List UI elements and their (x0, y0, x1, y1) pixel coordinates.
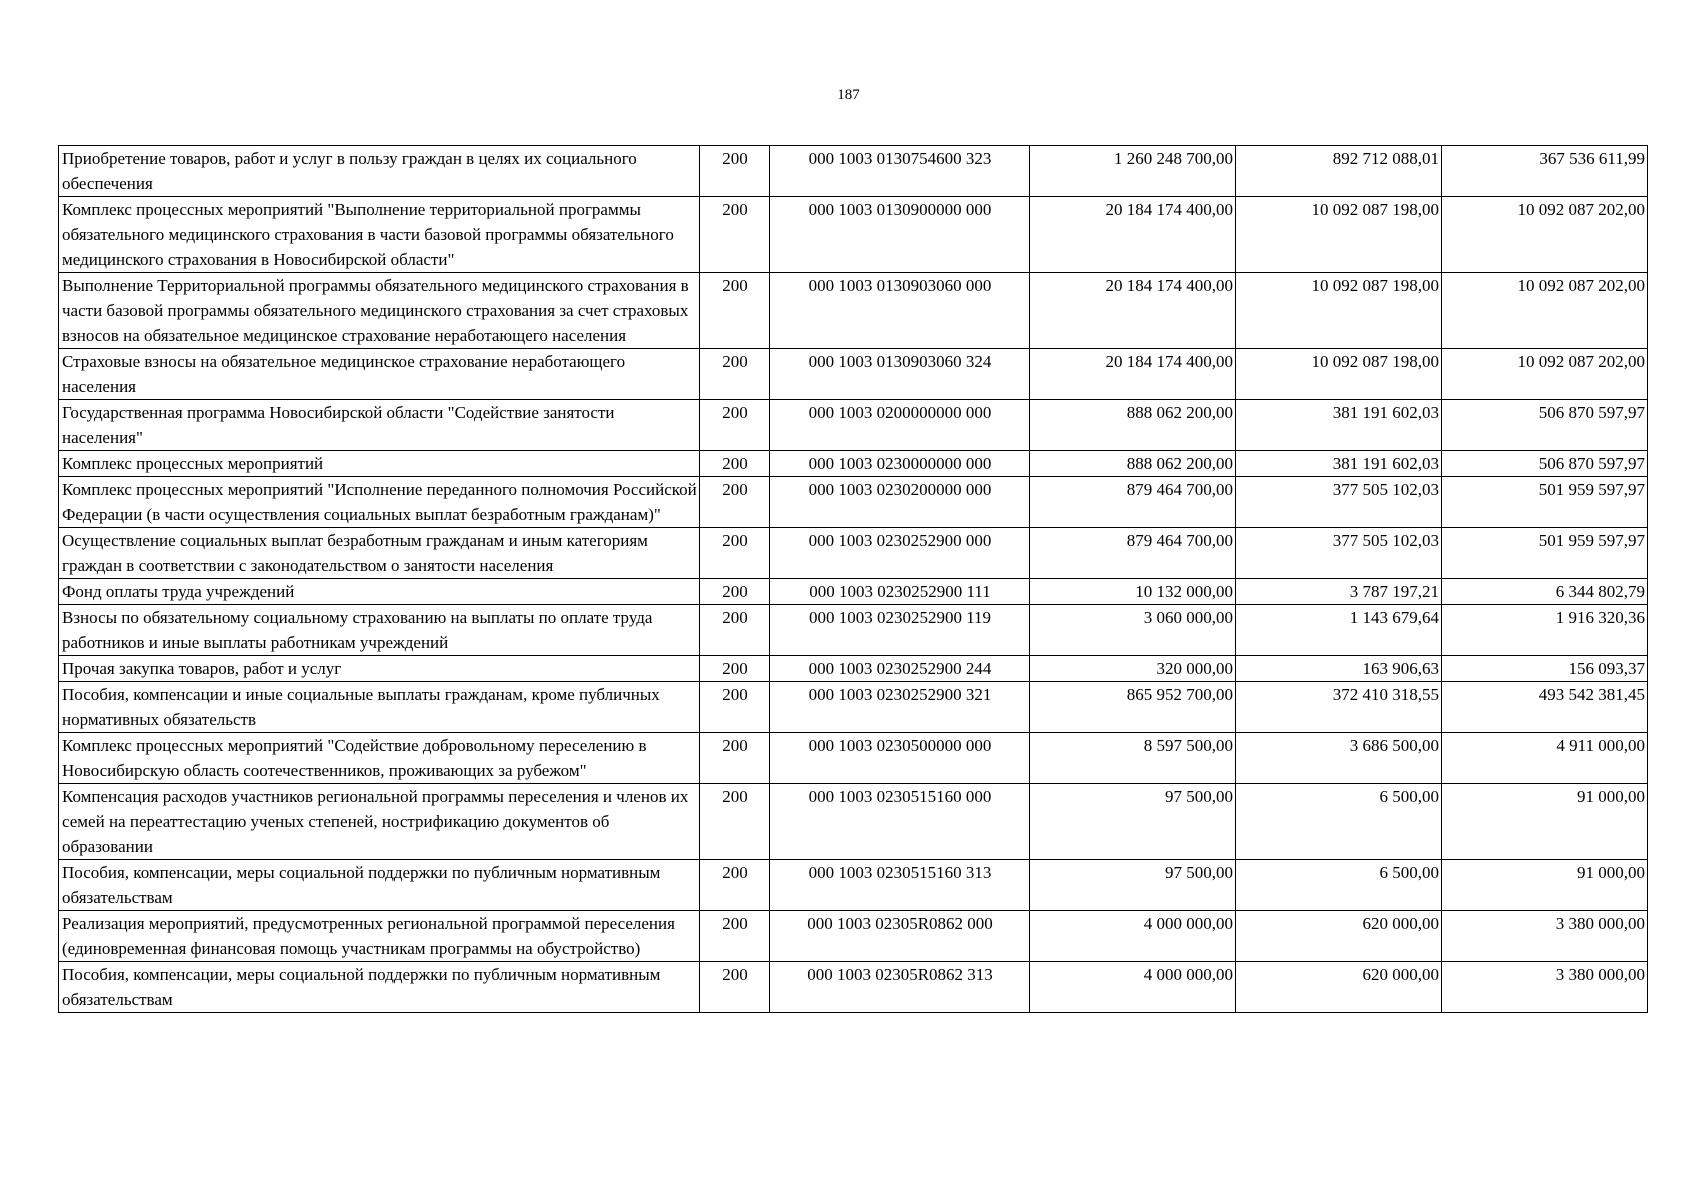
table-row (59, 528, 1648, 579)
remaining-amount-cell: 3 380 000,00 (1442, 911, 1648, 962)
budget-code-cell: 000 1003 0130903060 324 (770, 349, 1030, 400)
approved-amount-cell: 3 060 000,00 (1030, 605, 1236, 656)
approved-amount-cell: 8 597 500,00 (1030, 733, 1236, 784)
budget-code-cell: 000 1003 0130754600 323 (770, 146, 1030, 197)
admin-code-cell: 200 (700, 528, 770, 579)
remaining-amount-cell: 501 959 597,97 (1442, 528, 1648, 579)
executed-amount-cell: 372 410 318,55 (1236, 682, 1442, 733)
admin-code-cell: 200 (700, 349, 770, 400)
table-row (59, 656, 1648, 682)
remaining-amount-cell: 10 092 087 202,00 (1442, 273, 1648, 349)
approved-amount-cell: 20 184 174 400,00 (1030, 349, 1236, 400)
approved-amount-cell: 20 184 174 400,00 (1030, 197, 1236, 273)
remaining-amount-cell: 91 000,00 (1442, 784, 1648, 860)
approved-amount-cell: 320 000,00 (1030, 656, 1236, 682)
table-row (59, 860, 1648, 911)
approved-amount-cell: 4 000 000,00 (1030, 962, 1236, 1013)
executed-amount-cell: 10 092 087 198,00 (1236, 197, 1442, 273)
admin-code-cell: 200 (700, 605, 770, 656)
budget-code-cell: 000 1003 0230252900 119 (770, 605, 1030, 656)
table-row (59, 733, 1648, 784)
table-row (59, 197, 1648, 273)
approved-amount-cell: 1 260 248 700,00 (1030, 146, 1236, 197)
table-row (59, 146, 1648, 197)
remaining-amount-cell: 6 344 802,79 (1442, 579, 1648, 605)
admin-code-cell: 200 (700, 962, 770, 1013)
approved-amount-cell: 888 062 200,00 (1030, 400, 1236, 451)
approved-amount-cell: 888 062 200,00 (1030, 451, 1236, 477)
row-name-cell: Комплекс процессных мероприятий "Выполнение территориальной программы обязательного медицинского страхования в части базовой программы обязательного медицинского страхования в Новосибирской области" (59, 197, 700, 273)
remaining-amount-cell: 506 870 597,97 (1442, 451, 1648, 477)
row-name-cell: Реализация мероприятий, предусмотренных региональной программой переселения (единовременная финансовая помощь участникам программы на обустройство) (59, 911, 700, 962)
executed-amount-cell: 6 500,00 (1236, 860, 1442, 911)
row-name-cell: Фонд оплаты труда учреждений (59, 579, 700, 605)
remaining-amount-cell: 3 380 000,00 (1442, 962, 1648, 1013)
executed-amount-cell: 6 500,00 (1236, 784, 1442, 860)
admin-code-cell: 200 (700, 477, 770, 528)
row-name-cell: Страховые взносы на обязательное медицинское страхование неработающего населения (59, 349, 700, 400)
admin-code-cell: 200 (700, 682, 770, 733)
row-name-cell: Прочая закупка товаров, работ и услуг (59, 656, 700, 682)
admin-code-cell: 200 (700, 273, 770, 349)
table-row (59, 962, 1648, 1013)
executed-amount-cell: 10 092 087 198,00 (1236, 349, 1442, 400)
row-name-cell: Компенсация расходов участников региональной программы переселения и членов их семей на переаттестацию ученых степеней, нострификацию документов об образовании (59, 784, 700, 860)
executed-amount-cell: 377 505 102,03 (1236, 528, 1442, 579)
row-name-cell: Приобретение товаров, работ и услуг в пользу граждан в целях их социального обеспечения (59, 146, 700, 197)
budget-code-cell: 000 1003 0230000000 000 (770, 451, 1030, 477)
budget-code-cell: 000 1003 02305R0862 313 (770, 962, 1030, 1013)
executed-amount-cell: 163 906,63 (1236, 656, 1442, 682)
approved-amount-cell: 879 464 700,00 (1030, 477, 1236, 528)
admin-code-cell: 200 (700, 400, 770, 451)
page-number: 187 (837, 87, 860, 103)
row-name-cell: Взносы по обязательному социальному страхованию на выплаты по оплате труда работников и иные выплаты работникам учреждений (59, 605, 700, 656)
row-name-cell: Осуществление социальных выплат безработным гражданам и иным категориям граждан в соответствии с законодательством о занятости населения (59, 528, 700, 579)
admin-code-cell: 200 (700, 733, 770, 784)
budget-code-cell: 000 1003 0130903060 000 (770, 273, 1030, 349)
executed-amount-cell: 381 191 602,03 (1236, 451, 1442, 477)
remaining-amount-cell: 501 959 597,97 (1442, 477, 1648, 528)
row-name-cell: Государственная программа Новосибирской области "Содействие занятости населения" (59, 400, 700, 451)
executed-amount-cell: 3 787 197,21 (1236, 579, 1442, 605)
remaining-amount-cell: 1 916 320,36 (1442, 605, 1648, 656)
budget-code-cell: 000 1003 02305R0862 000 (770, 911, 1030, 962)
budget-code-cell: 000 1003 0230252900 244 (770, 656, 1030, 682)
approved-amount-cell: 10 132 000,00 (1030, 579, 1236, 605)
budget-code-cell: 000 1003 0230515160 000 (770, 784, 1030, 860)
table-row (59, 400, 1648, 451)
table-row (59, 273, 1648, 349)
table-row (59, 579, 1648, 605)
table-row (59, 911, 1648, 962)
budget-code-cell: 000 1003 0230500000 000 (770, 733, 1030, 784)
admin-code-cell: 200 (700, 197, 770, 273)
row-name-cell: Пособия, компенсации, меры социальной поддержки по публичным нормативным обязательствам (59, 860, 700, 911)
remaining-amount-cell: 91 000,00 (1442, 860, 1648, 911)
executed-amount-cell: 620 000,00 (1236, 911, 1442, 962)
executed-amount-cell: 377 505 102,03 (1236, 477, 1442, 528)
remaining-amount-cell: 156 093,37 (1442, 656, 1648, 682)
admin-code-cell: 200 (700, 656, 770, 682)
budget-code-cell: 000 1003 0230515160 313 (770, 860, 1030, 911)
budget-code-cell: 000 1003 0230252900 111 (770, 579, 1030, 605)
remaining-amount-cell: 10 092 087 202,00 (1442, 349, 1648, 400)
row-name-cell: Выполнение Территориальной программы обязательного медицинского страхования в части базовой программы обязательного медицинского страхования за счет страховых взносов на обязательное медицинское страхование неработающего населения (59, 273, 700, 349)
executed-amount-cell: 381 191 602,03 (1236, 400, 1442, 451)
approved-amount-cell: 97 500,00 (1030, 860, 1236, 911)
remaining-amount-cell: 10 092 087 202,00 (1442, 197, 1648, 273)
admin-code-cell: 200 (700, 911, 770, 962)
admin-code-cell: 200 (700, 451, 770, 477)
approved-amount-cell: 4 000 000,00 (1030, 911, 1236, 962)
approved-amount-cell: 20 184 174 400,00 (1030, 273, 1236, 349)
remaining-amount-cell: 4 911 000,00 (1442, 733, 1648, 784)
table-row (59, 477, 1648, 528)
budget-code-cell: 000 1003 0200000000 000 (770, 400, 1030, 451)
row-name-cell: Комплекс процессных мероприятий "Исполнение переданного полномочия Российской Федерации (в части осуществления социальных выплат безработным гражданам)" (59, 477, 700, 528)
executed-amount-cell: 1 143 679,64 (1236, 605, 1442, 656)
budget-table-body (59, 146, 1648, 1013)
budget-code-cell: 000 1003 0230252900 321 (770, 682, 1030, 733)
budget-code-cell: 000 1003 0230252900 000 (770, 528, 1030, 579)
row-name-cell: Комплекс процессных мероприятий "Содействие добровольному переселению в Новосибирскую область соотечественников, проживающих за рубежом" (59, 733, 700, 784)
row-name-cell: Комплекс процессных мероприятий (59, 451, 700, 477)
executed-amount-cell: 10 092 087 198,00 (1236, 273, 1442, 349)
executed-amount-cell: 3 686 500,00 (1236, 733, 1442, 784)
admin-code-cell: 200 (700, 860, 770, 911)
row-name-cell: Пособия, компенсации, меры социальной поддержки по публичным нормативным обязательствам (59, 962, 700, 1013)
table-row (59, 784, 1648, 860)
executed-amount-cell: 892 712 088,01 (1236, 146, 1442, 197)
table-row (59, 682, 1648, 733)
table-row (59, 451, 1648, 477)
table-row (59, 349, 1648, 400)
remaining-amount-cell: 367 536 611,99 (1442, 146, 1648, 197)
table-row (59, 605, 1648, 656)
remaining-amount-cell: 506 870 597,97 (1442, 400, 1648, 451)
admin-code-cell: 200 (700, 146, 770, 197)
budget-code-cell: 000 1003 0130900000 000 (770, 197, 1030, 273)
approved-amount-cell: 865 952 700,00 (1030, 682, 1236, 733)
admin-code-cell: 200 (700, 784, 770, 860)
approved-amount-cell: 879 464 700,00 (1030, 528, 1236, 579)
executed-amount-cell: 620 000,00 (1236, 962, 1442, 1013)
admin-code-cell: 200 (700, 579, 770, 605)
budget-table (58, 145, 1648, 1013)
budget-code-cell: 000 1003 0230200000 000 (770, 477, 1030, 528)
row-name-cell: Пособия, компенсации и иные социальные выплаты гражданам, кроме публичных нормативных обязательств (59, 682, 700, 733)
approved-amount-cell: 97 500,00 (1030, 784, 1236, 860)
remaining-amount-cell: 493 542 381,45 (1442, 682, 1648, 733)
